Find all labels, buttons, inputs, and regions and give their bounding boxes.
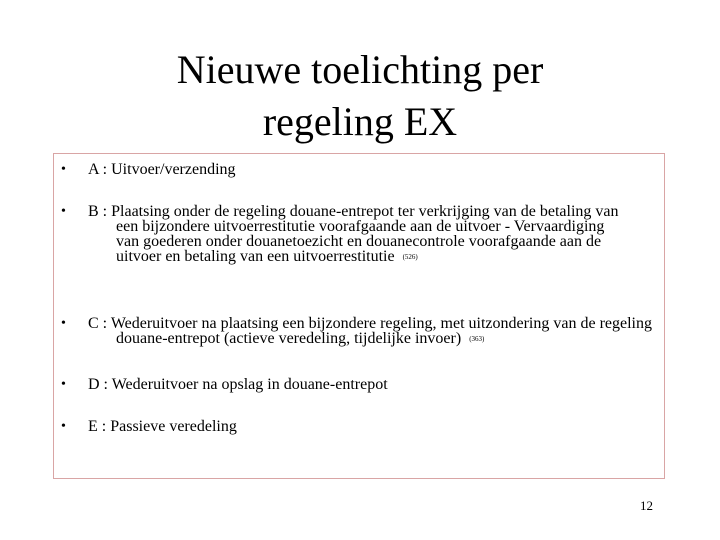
bullet-text: B : Plaatsing onder de regeling douane-entrepot ter verkrijging van de betaling van een bijzondere uitvoerrestitutie voorafgaande aan de uitvoer - Vervaardiging van goederen onder douanetoezicht en douanecontrole voorafgaande aan de uitvoer en betaling van een uitvoerrestitutie (526) (88, 203, 619, 265)
slide-title-line-1: Nieuwe toelichting per (176, 47, 544, 92)
bullet-text: D : Wederuitvoer na opslag in douane-entrepot (88, 376, 388, 393)
bullet-marker: • (61, 316, 66, 331)
bullet-text: C : Wederuitvoer na plaatsing een bijzondere regeling, met uitzondering van de regeling douane-entrepot (actieve veredeling, tijdelijke invoer) (363) (88, 315, 652, 347)
slide-title (60, 44, 660, 148)
slide-title-line-2: regeling EX (262, 99, 458, 144)
page-number: 12 (640, 498, 653, 513)
reference-note: (363) (469, 335, 485, 343)
bullet-marker: • (61, 162, 66, 177)
bullet-marker: • (61, 377, 66, 392)
reference-note: (526) (402, 253, 418, 261)
bullet-marker: • (61, 419, 66, 434)
bullet-text: E : Passieve veredeling (88, 418, 237, 435)
bullet-marker: • (61, 204, 66, 219)
content-box (53, 153, 665, 479)
bullet-text: A : Uitvoer/verzending (88, 161, 236, 178)
